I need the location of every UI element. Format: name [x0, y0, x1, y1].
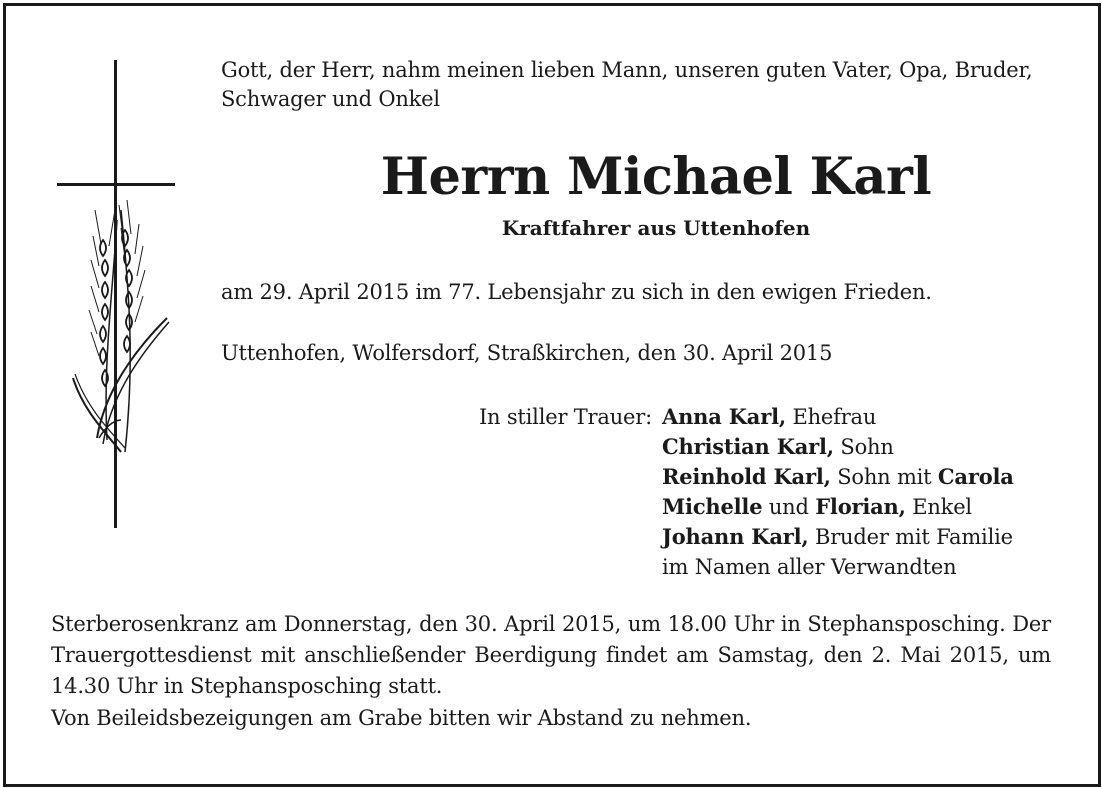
mourner-connector: und — [762, 495, 816, 519]
cross-with-wheat-icon — [55, 60, 180, 532]
death-date-line: am 29. April 2015 im 77. Lebensjahr zu sich in den ewigen Frieden. — [221, 280, 932, 304]
mourner-line-5 — [662, 522, 1082, 552]
mourner-name: Christian Karl, — [662, 434, 834, 459]
mourner-line-4 — [662, 492, 1082, 522]
intro-text: Gott, der Herr, nahm meinen lieben Mann, unseren guten Vater, Opa, Bruder, Schwager und Onkel — [221, 58, 1033, 111]
mourners-list — [662, 402, 1082, 582]
deceased-name: Herrn Michael Karl — [380, 147, 932, 207]
mourner-name: Anna Karl, — [662, 404, 786, 429]
mourner-line-3 — [662, 462, 1082, 492]
mourner-name: Johann Karl, — [662, 524, 809, 549]
mourning-label: In stiller Trauer: — [478, 405, 652, 429]
service-notice: Sterberosenkranz am Donnerstag, den 30. April 2015, um 18.00 Uhr in Stephansposching. Der Trauergottesdienst mit anschließender Beerdigung findet am Samstag, den 2. Mai 2015, um 14.30 Uhr in Stephansposching statt. — [51, 612, 1051, 698]
mourner-relation: Enkel — [905, 495, 972, 519]
mourner-relation: Bruder mit Familie — [808, 525, 1013, 549]
mourner-name: Reinhold Karl, — [662, 464, 831, 489]
mourner-line-1 — [662, 402, 1082, 432]
deceased-occupation: Kraftfahrer aus Uttenhofen — [501, 216, 811, 240]
mourner-relation: Sohn mit — [830, 465, 938, 489]
place-date-line: Uttenhofen, Wolfersdorf, Straßkirchen, den 30. April 2015 — [221, 341, 833, 365]
mourner-name: Florian, — [815, 494, 906, 519]
condolence-request: Von Beileidsbezeigungen am Grabe bitten wir Abstand zu nehmen. — [51, 706, 752, 730]
mourner-relation: Sohn — [833, 435, 894, 459]
mourner-partner-name: Carola — [937, 464, 1014, 489]
mourner-line-2 — [662, 432, 1082, 462]
mourner-relation: Ehefrau — [785, 405, 877, 429]
mourner-name: Michelle — [662, 494, 763, 519]
mourner-line-6: im Namen aller Verwandten — [662, 555, 957, 579]
